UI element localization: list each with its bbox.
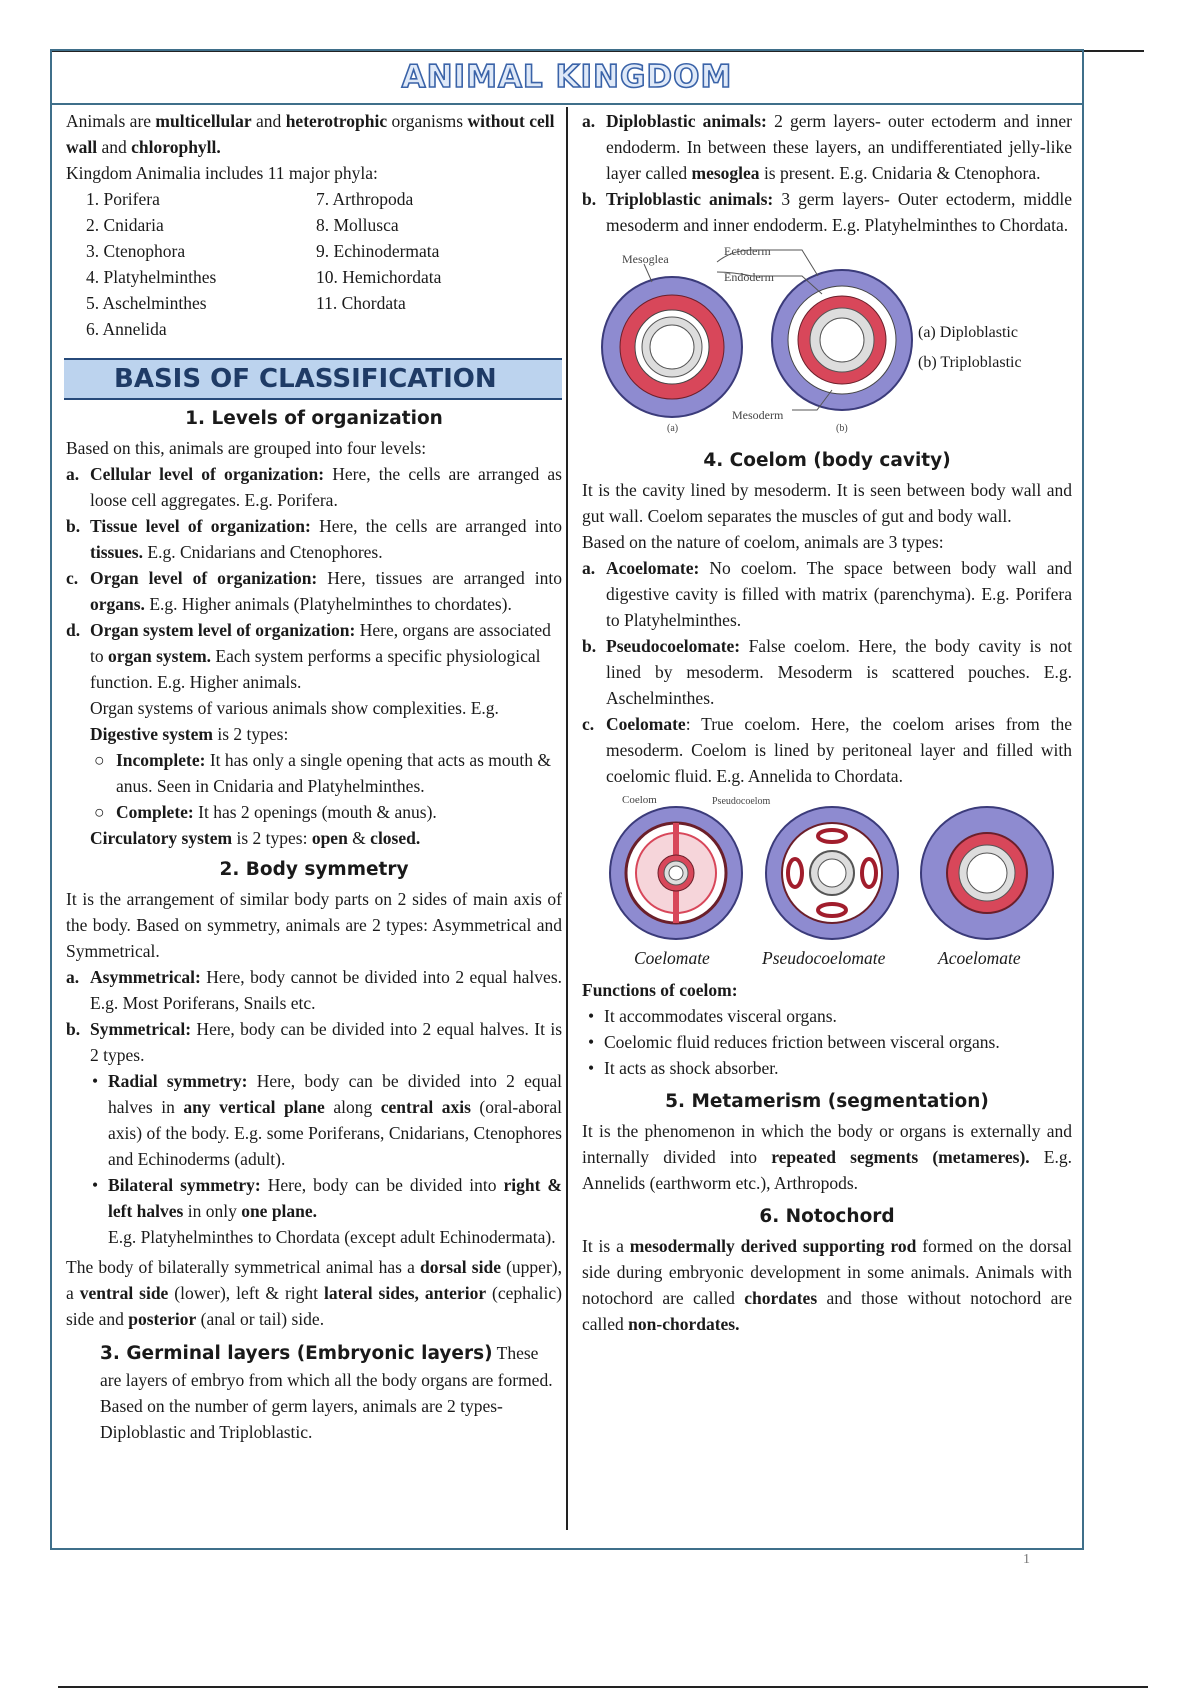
metamerism-text [582,1118,1072,1196]
title-bar [52,51,1082,105]
caption-pseudocoelomate: Pseudocoelomate [762,948,886,968]
bullet-bold: any vertical plane [183,1097,325,1117]
bullet-body: along [324,1097,381,1117]
germ-item-b [582,186,1072,238]
noto-bold: mesodermally derived supporting rod [629,1236,917,1256]
bullet-text [108,1068,562,1172]
level-item-d [66,617,562,695]
germinal-paragraph [100,1340,562,1445]
sublabel-a: (a) [667,423,679,434]
caption-coelomate: Coelomate [634,948,710,968]
body-bold: lateral sides, [323,1283,419,1303]
organ-systems-note: Organ systems of various animals show complexities. E.g. [90,698,499,718]
bullet-icon: • [92,1175,99,1195]
circle-bullet-icon: ○ [94,750,105,770]
body-text: (cephalic) side and [66,1283,563,1329]
item-bold: organ system. [108,646,212,666]
item-body: Each system performs a specific physiological function. E.g. Higher animals. [90,646,541,692]
intro-bold: chlorophyll. [131,137,221,157]
bullet-body: Here, body can be divided into 2 equal halves in [108,1071,562,1117]
levels-intro: Based on this, animals are grouped into four levels: [66,438,427,458]
circ-bold: open [311,828,348,848]
item-bold: Tissue level of organization: [90,516,311,536]
diploblastic-diagram [602,277,742,417]
bullet-bold: Bilateral symmetry: [108,1175,261,1195]
sub-text [116,799,562,825]
endoderm-label: Endoderm [724,270,774,284]
intro-text: organisms [387,111,468,131]
body-bold: ventral side [79,1283,169,1303]
notochord-text [582,1233,1072,1337]
item-label: a. [66,967,80,987]
body-text: (lower), left & right [168,1283,324,1303]
item-body: is present. E.g. Cnidaria & Ctenophora. [759,163,1041,183]
item-label: b. [66,1019,81,1039]
circ-text: is 2 types: [232,828,312,848]
legend-diploblastic: (a) Diploblastic [918,324,1018,341]
bottom-rule [58,1686,1148,1688]
basis-heading: BASIS OF CLASSIFICATION [114,364,497,394]
item-bold: Pseudocoelomate: [606,636,741,656]
intro-text: and [97,137,132,157]
item-text [90,1016,562,1068]
sub-bold: Complete: [116,802,194,822]
item-bold: Organ level of organization: [90,568,318,588]
item-label: c. [582,714,595,734]
item-label: b. [582,189,597,209]
left-column [66,106,562,1445]
body-text: The body of bilaterally symmetrical animal has a [66,1257,420,1277]
mesoglea-label: Mesoglea [622,252,669,266]
legend-triploblastic: (b) Triploblastic [918,354,1022,371]
symmetry-intro: It is the arrangement of similar body parts on 2 sides of main axis of the body. Based on symmetry, animals are 2 types: Asymmetrical and Symmetrical. [66,889,562,961]
radial-symmetry [92,1068,562,1172]
coelom-intro: It is the cavity lined by mesoderm. It is seen between body wall and gut wall. Coelom separates the muscles of gut and body wall. [582,480,1072,526]
circ-bold: closed. [370,828,421,848]
item-text [90,964,562,1016]
coelom-item-c [582,711,1072,789]
bullet-icon: • [92,1071,99,1091]
item-text [90,617,562,695]
intro-bold: multicellular [155,111,252,131]
basis-heading-band [64,358,562,400]
digestive-text: is 2 types: [212,724,289,744]
coelom-item-b [582,633,1072,711]
body-sides-paragraph [66,1254,562,1332]
column-divider [566,107,568,1530]
body-bold: posterior [128,1309,197,1329]
sub-text [116,747,562,799]
symmetry-heading: 2. Body symmetry [219,859,409,880]
germinal-heading: 3. Germinal layers (Embryonic layers) [100,1343,493,1364]
noto-text: formed on the dorsal side during embryonic development in some animals. Animals with notochord are called [582,1236,1072,1308]
phylum-item: 9. Echinodermata [316,241,440,261]
level-item-a [66,461,562,513]
item-label: d. [66,620,81,640]
item-bold: Coelomate [606,714,686,734]
item-bold: Triploblastic animals: [606,189,774,209]
coelom-label: Coelom [622,794,657,806]
caption-acoelomate: Acoelomate [938,948,1021,968]
item-body: : True coelom. Here, the coelom arises from the mesoderm. Coelom is lined by peritoneal layer and filled with coelomic fluid. E.g. Annelida to Chordata. [606,714,1072,786]
coelom-item-a [582,555,1072,633]
item-text [606,108,1072,186]
intro-text: Animals are [66,111,156,131]
bullet-body: in only [183,1201,242,1221]
item-body: E.g. Cnidarians and Ctenophores. [143,542,383,562]
levels-heading: 1. Levels of organization [185,408,443,429]
digestive-bold: Digestive system [90,724,213,744]
phylum-item: 3. Ctenophora [86,241,186,261]
meta-text: It is the phenomenon in which the body or organs is externally and internally divided into [582,1121,1072,1167]
ectoderm-label: Ectoderm [724,244,771,258]
bullet-bold: one plane. [241,1201,318,1221]
item-text [90,565,562,617]
phyla-intro: Kingdom Animalia includes 11 major phyla: [66,163,378,183]
phylum-item: 1. Porifera [86,189,160,209]
bullet-bold: right & left halves [108,1175,562,1221]
item-text [90,461,562,513]
body-bold: anterior [424,1283,487,1303]
item-label: a. [582,558,596,578]
item-body: 3 germ layers- Outer ectoderm, middle mesoderm and inner endoderm. E.g. Platyhelminthes to Chordata. [606,189,1073,235]
germ-item-a [582,108,1072,186]
meta-text: E.g. Annelids (earthworm etc.), Arthropods. [582,1147,1072,1193]
phylum-item: 11. Chordata [316,293,406,313]
coelom-heading: 4. Coelom (body cavity) [703,450,951,471]
item-bold: Symmetrical: [90,1019,192,1039]
item-body: Here, the cells are arranged as loose cell aggregates. E.g. Porifera. [90,464,562,510]
bilateral-example: E.g. Platyhelminthes to Chordata (except adult Echinodermata). [108,1227,556,1247]
noto-bold: chordates [744,1288,818,1308]
bullet-bold: central axis [380,1097,471,1117]
body-text: (upper), a [66,1257,562,1303]
coelom-figure [582,793,1072,973]
bilateral-symmetry [92,1172,562,1224]
coelom-types-intro: Based on the nature of coelom, animals are 3 types: [582,532,944,552]
item-body: Here, organs are associated to [90,620,551,666]
noto-text: and those without notochord are called [582,1288,1072,1334]
item-bold: mesoglea [691,163,760,183]
item-body: 2 germ layers- outer ectoderm and inner endoderm. In between these layers, an undifferentiated jelly-like layer called [606,111,1072,183]
phylum-item: 10. Hemichordata [316,267,442,287]
coelomate-diagram [610,807,742,939]
digestive-complete [94,799,562,825]
intro-bold: without cell wall [66,111,555,157]
triploblastic-diagram [772,270,912,410]
item-body: Here, the cells are arranged into [310,516,562,536]
item-label: a. [582,111,596,131]
circle-bullet-icon: ○ [94,802,105,822]
bullet-icon: • [588,1032,595,1052]
phylum-item: 2. Cnidaria [86,215,164,235]
sublabel-b: (b) [836,423,848,434]
intro-text: and [251,111,286,131]
digestive-system-line [90,721,562,747]
acoelomate-diagram [921,807,1053,939]
item-body: False coelom. Here, the body cavity is not lined by mesoderm. Mesoderm is scattered pouches. E.g. Aschelminthes. [606,636,1072,708]
noto-bold: non-chordates. [628,1314,740,1334]
mesoderm-label: Mesoderm [732,408,784,422]
phylum-item: 8. Mollusca [316,215,399,235]
notochord-heading: 6. Notochord [759,1206,895,1227]
page-frame [50,49,1084,1550]
item-bold: Acoelomate: [606,558,700,578]
symmetry-item-b [66,1016,562,1068]
item-label: a. [66,464,80,484]
coelom-diagram [582,793,1072,943]
item-text [606,555,1072,633]
item-body: E.g. Higher animals (Platyhelminthes to chordates). [144,594,512,614]
function-text: It accommodates visceral organs. [604,1006,837,1026]
phylum-item [316,316,556,342]
item-bold: organs. [90,594,145,614]
phylum-item: 5. Aschelminthes [86,293,207,313]
item-body: Here, body can be divided into 2 equal halves. It is 2 types. [90,1019,562,1065]
sub-bold: Incomplete: [116,750,206,770]
item-body: Here, body cannot be divided into 2 equal halves. E.g. Most Poriferans, Snails etc. [90,967,562,1013]
phylum-item: 4. Platyhelminthes [86,267,217,287]
item-text [606,633,1072,711]
digestive-incomplete [94,747,562,799]
functions-heading: Functions of coelom: [582,980,738,1000]
function-item [588,1029,1072,1055]
germ-layer-figure [582,242,1072,442]
sub-body: It has only a single opening that acts as mouth & anus. Seen in Cnidaria and Platyhelminthes. [116,750,552,796]
bullet-bold: Radial symmetry: [108,1071,248,1091]
function-text: Coelomic fluid reduces friction between visceral organs. [604,1032,1000,1052]
item-bold: Cellular level of organization: [90,464,325,484]
body-text: (anal or tail) side. [196,1309,325,1329]
circ-bold: Circulatory system [90,828,233,848]
intro-bold: heterotrophic [285,111,388,131]
item-bold: Asymmetrical: [90,967,201,987]
meta-bold: repeated segments (metameres). [771,1147,1030,1167]
sub-body: It has 2 openings (mouth & anus). [193,802,437,822]
item-label: b. [582,636,597,656]
item-text [90,513,562,565]
level-item-b [66,513,562,565]
function-item [588,1003,1072,1029]
circulatory-system-line [90,825,562,851]
function-item [588,1055,1072,1081]
metamerism-heading: 5. Metamerism (segmentation) [665,1091,989,1112]
item-text [606,711,1072,789]
pseudocoelomate-diagram [766,807,898,939]
bullet-text [108,1172,562,1224]
item-bold: Diploblastic animals: [606,111,767,131]
item-label: b. [66,516,81,536]
body-bold: dorsal side [419,1257,501,1277]
item-text [606,186,1072,238]
bullet-icon: • [588,1058,595,1078]
circ-text: & [347,828,371,848]
item-body: Here, tissues are arranged into [317,568,562,588]
germinal-text: These are layers of embryo from which all the body organs are formed. Based on the number of germ layers, animals are 2 types- Diploblastic and Triploblastic. [100,1343,553,1442]
item-bold: tissues. [90,542,143,562]
symmetry-item-a [66,964,562,1016]
item-bold: Organ system level of organization: [90,620,356,640]
bullet-body: Here, body can be divided into [260,1175,504,1195]
intro-paragraph [66,108,562,160]
right-column [582,106,1072,1337]
page-number: 1 [1023,1552,1030,1567]
phyla-list [86,186,562,342]
pseudocoelom-label: Pseudocoelom [712,796,771,807]
item-body: No coelom. The space between body wall and digestive cavity is filled with matrix (parenchyma). E.g. Porifera to Platyhelminthes. [606,558,1072,630]
function-text: It acts as shock absorber. [604,1058,779,1078]
level-item-c [66,565,562,617]
bullet-icon: • [588,1006,595,1026]
item-label: c. [66,568,79,588]
phylum-item: 7. Arthropoda [316,189,414,209]
noto-text: It is a [582,1236,630,1256]
bullet-body: (oral-aboral axis) of the body. E.g. some Poriferans, Cnidarians, Ctenophores and Echinoderms (adult). [108,1097,562,1169]
page-title: ANIMAL KINGDOM [401,59,733,95]
phylum-item: 6. Annelida [86,319,167,339]
